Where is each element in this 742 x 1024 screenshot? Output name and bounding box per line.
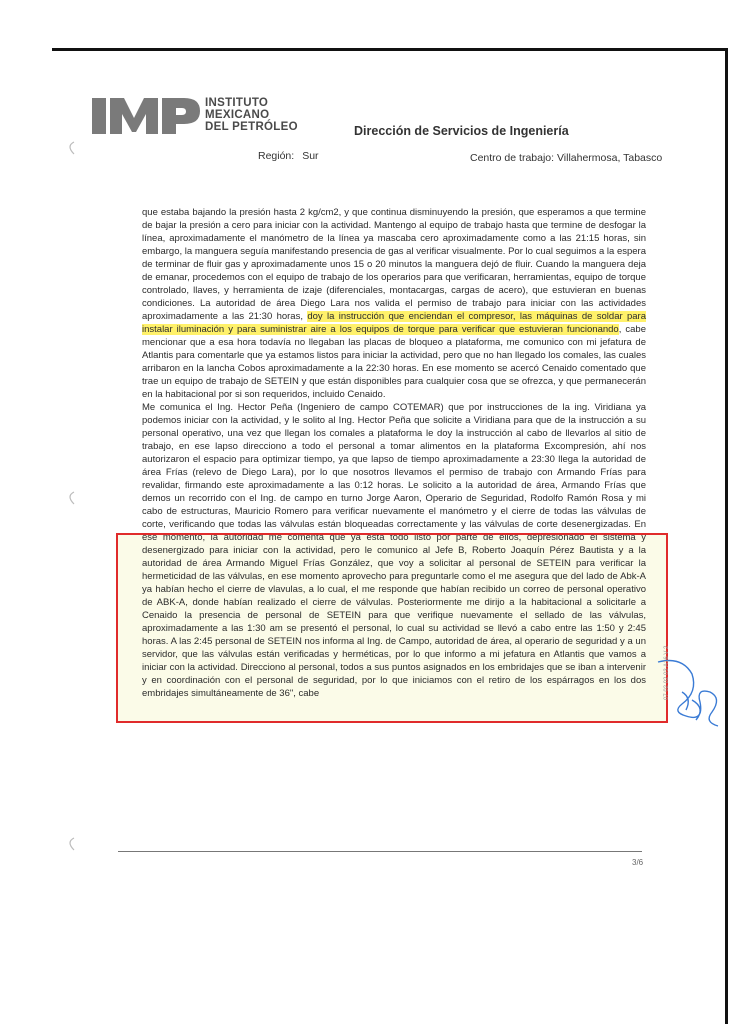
- highlighted-text: doy la instrucción que enciendan el compresor, las máquinas de soldar para instalar iluminación y para suministrar aire a los equipos de torque para verificar que estuvieran funcionando: [142, 311, 646, 335]
- institution-line-3: DEL PETRÓLEO: [205, 121, 298, 133]
- region-label: Región:: [258, 150, 295, 162]
- institution-line-1: INSTITUTO: [205, 97, 269, 109]
- punch-hole-icon: [62, 140, 78, 156]
- page-top-border: [52, 48, 728, 51]
- institution-name: [205, 97, 298, 133]
- paragraph-1-text-b: , cabe mencionar que a esa hora todavía no llegaban las placas de bloqueo a plataforma, me comunico con mi jefatura de Atlantis para comentarle que ya estamos listos para iniciar la actividad, pero que no han llegado los comales, las cuales arribaron en la lancha Cobos aproximadamente a la 22:30 horas. En ese momento se acercó Cenaido comentado que trae un equipo de trabajo de SETEIN y que están disponibles para cualquier cosa que se ofrezca, y que permanecerán en la habitacional por si son requeridos, incluido Cenaido.: [142, 324, 646, 400]
- institution-line-2: MEXICANO: [205, 109, 270, 121]
- paragraph-1-text-a: que estaba bajando la presión hasta 2 kg/cm2, y que continua disminuyendo la presión, que esperamos a que termine de bajar la presión a cero para iniciar con la actividad. Mantengo al equipo de trabajo hasta que termine de desfogar la línea, aproximadamente el manómetro de la línea ya mascaba cero aproximadamente como a las 21:15 horas, sin embargo, la manguera seguía manifestando presencia de gas al verificar visualmente. Por lo cual seguimos a la espera de terminar de fluir gas y aproximadamente unos 15 o 20 minutos la manguera dejó de fluir. Cuando la manguera deja de emanar, procedemos con el equipo de trabajo de los operarios para que verificaran, herramientas, equipo de torque controlado, llaves, y herramienta de izaje (diferenciales, montacargas, cargas de acero), que estuvieran en buenas condiciones. La autoridad de área Diego Lara nos valida el permiso de trabajo para iniciar con las actividades aproximadamente a las 21:30 horas,: [142, 207, 646, 322]
- paragraph-2: Me comunica el Ing. Hector Peña (Ingeniero de campo COTEMAR) que por instrucciones de la ing. Viridiana ya podemos iniciar con la actividad, y le solito al Ing. Hector Peña que solicite a Viridiana para que de la instrucción a su personal operativo, una vez que llegan los comales a plataforma le doy la instrucción al cabo de llevarlos al sitio de trabajo, en ese lapso direcciono a todo el personal a tomar alimentos en la plataforma Excompresión, ahí nos autorizaron el espacio para optimizar tiempo, ya que lapso de tiempo aproximadamente a 23:30 llega la autoridad de área Frías (relevo de Diego Lara), por lo que nosotros llevamos el permiso de trabajo con Armando Frías para revalidar, firmando este aproximadamente a las 0:12 horas. Le solicito a la autoridad de área, Armando Frías que demos un recorrido con el Ing. de campo en turno Jorge Aaron, Operario de Seguridad, Rodolfo Ramón Rosa y mi cabo de estructuras, Mauricio Romero para verificar nuevamente el manómetro y el cierre de todas las válvulas de corte, verificando que todas las válvulas están bloqueadas correctamente y las válvulas de corte desenergizadas. En ese momento, la autoridad me comenta que ya está todo listo por parte de ellos, depresionado el sistema y desenergizado para iniciar con la actividad, pero le comunico al Jefe B, Roberto Joaquín Pérez Bautista y a la autoridad de área Armando Miguel Frías González, que voy a solicitar al personal de SETEIN para verificar la hermeticidad de las válvulas, en ese momento aprovecho para preguntarle como el me asegura que del lado de Abk-A ya habían hecho el cierre de vlavulas, a lo cual, el me responde que habían recibido un correo de personal operativo de ABK-A, donde habían realizado el cierre de válvulas. Posteriormente me dirijo a la habitacional a solicitarle a Cenaido la presencia de personal de SETEIN para que verifique nuevamente el sellado de las válvulas, aproximadamente a las 1:30 am se presentó el personal, lo cual su actividad se llevó a cabo entre las 1:50 y 2:45 horas. A las 2:45 personal de SETEIN nos informa al Ing. de Campo, autoridad de área, al operario de seguridad y a un servidor, que las válvulas están verificadas y herméticas, por lo que informo a mi jefatura en Atlantis que vamos a iniciar con la actividad. Direcciono al personal, todos a sus puntos asignados en los embridajes que se iban a intervenir y en coordinación con el personal de seguridad, por lo que iniciamos con el retiro de los espárragos en los dos embridajes simultáneamente de 36", cabe: [142, 402, 646, 699]
- imp-logo-icon: [92, 96, 202, 136]
- page-right-border: [725, 48, 728, 1024]
- region-line: [258, 150, 319, 162]
- region-value: Sur: [302, 150, 319, 162]
- footer-rule: [118, 851, 642, 852]
- punch-hole-icon: [62, 490, 78, 506]
- red-annotation-box: [116, 533, 668, 723]
- workplace-line: Centro de trabajo: Villahermosa, Tabasco: [470, 152, 663, 164]
- page-number: 3/6: [632, 858, 644, 867]
- paragraph-1: [142, 206, 646, 401]
- document-side-code: 07 02 02 03 A16 V 2: [664, 645, 670, 700]
- punch-hole-icon: [62, 836, 78, 852]
- department-title: Dirección de Servicios de Ingeniería: [354, 124, 569, 138]
